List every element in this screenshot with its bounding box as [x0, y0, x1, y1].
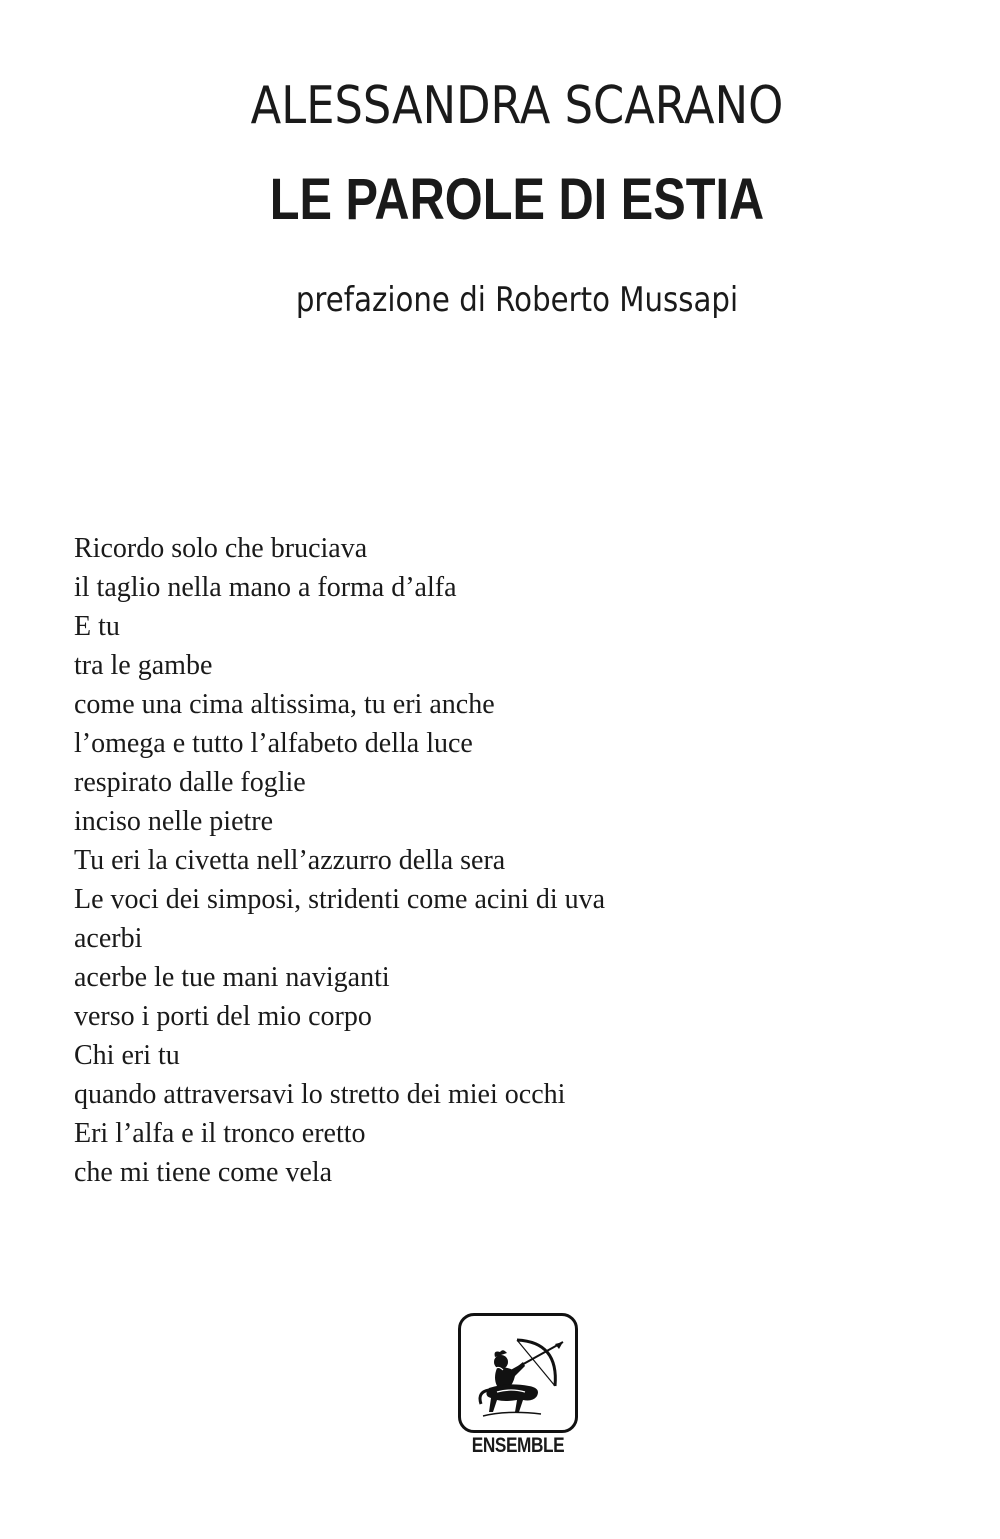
poem-line: come una cima altissima, tu eri anche [74, 689, 495, 720]
poem-line: che mi tiene come vela [74, 1157, 333, 1188]
publisher-logo [458, 1313, 578, 1461]
poem-line: respirato dalle foglie [74, 767, 306, 798]
poem-line: Eri l’alfa e il tronco eretto [74, 1118, 366, 1149]
poem-line: l’omega e tutto l’alfabeto della luce [74, 728, 473, 759]
poem-line: Tu eri la civetta nell’azzurro della sera [74, 845, 506, 876]
poem-line: Le voci dei simposi, stridenti come acini di uva [74, 884, 606, 915]
preface-credit: prefazione di Roberto Mussapi [295, 280, 739, 320]
poem [74, 529, 605, 1192]
poem-line: quando attraversavi lo stretto dei miei occhi [74, 1079, 566, 1110]
poem-line: tra le gambe [74, 650, 213, 681]
book-title: LE PAROLE DI ESTIA [269, 167, 765, 232]
poem-line: acerbe le tue mani naviganti [74, 962, 390, 993]
poem-line: inciso nelle pietre [74, 806, 274, 837]
poem-line: verso i porti del mio corpo [74, 1001, 372, 1032]
logo-frame [458, 1313, 578, 1433]
poem-line: acerbi [74, 923, 143, 954]
poem-line: il taglio nella mano a forma d’alfa [74, 572, 457, 603]
poem-line: E tu [74, 611, 120, 642]
poem-line: Chi eri tu [74, 1040, 180, 1071]
author-name: ALESSANDRA SCARANO [250, 76, 784, 136]
poem-line: Ricordo solo che bruciava [74, 533, 368, 564]
publisher-name: ENSEMBLE [471, 1434, 565, 1457]
centaur-archer-icon [467, 1322, 571, 1426]
